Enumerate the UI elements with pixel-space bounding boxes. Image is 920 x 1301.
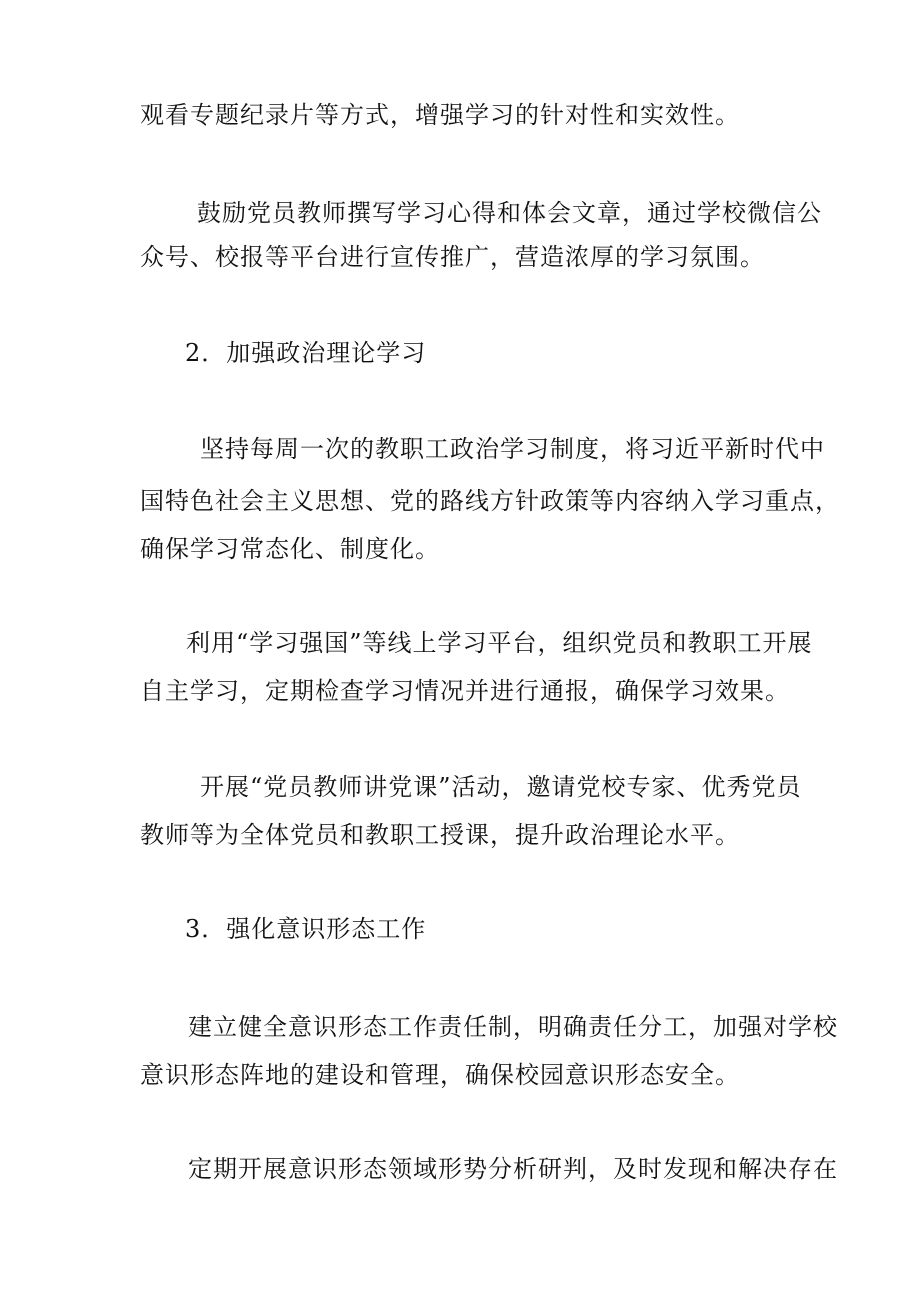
paragraph-line: 鼓励党员教师撰写学习心得和体会文章，通过学校微信公: [197, 199, 822, 227]
section-heading: 3．强化意识形态工作: [185, 915, 427, 943]
paragraph-line: 开展“党员教师讲党课”活动，邀请党校专家、优秀党员: [200, 773, 802, 801]
paragraph-line: 确保学习常态化、制度化。: [140, 535, 440, 563]
paragraph-line: 自主学习，定期检查学习情况并进行通报，确保学习效果。: [140, 677, 790, 705]
paragraph-line: 众号、校报等平台进行宣传推广，营造浓厚的学习氛围。: [140, 243, 765, 271]
paragraph-line: 定期开展意识形态领域形势分析研判，及时发现和解决存在: [188, 1155, 838, 1183]
paragraph-line: 建立健全意识形态工作责任制，明确责任分工，加强对学校: [188, 1013, 838, 1041]
paragraph-line: 观看专题纪录片等方式，增强学习的针对性和实效性。: [140, 101, 740, 129]
section-heading: 2．加强政治理论学习: [185, 339, 427, 367]
paragraph-line: 坚持每周一次的教职工政治学习制度，将习近平新时代中: [200, 435, 825, 463]
paragraph-line: 教师等为全体党员和教职工授课，提升政治理论水平。: [140, 821, 740, 849]
paragraph-line: 利用“学习强国”等线上学习平台，组织党员和教职工开展: [186, 629, 813, 657]
paragraph-line: 国特色社会主义思想、党的路线方针政策等内容纳入学习重点，: [140, 487, 840, 515]
paragraph-line: 意识形态阵地的建设和管理，确保校园意识形态安全。: [140, 1061, 740, 1089]
